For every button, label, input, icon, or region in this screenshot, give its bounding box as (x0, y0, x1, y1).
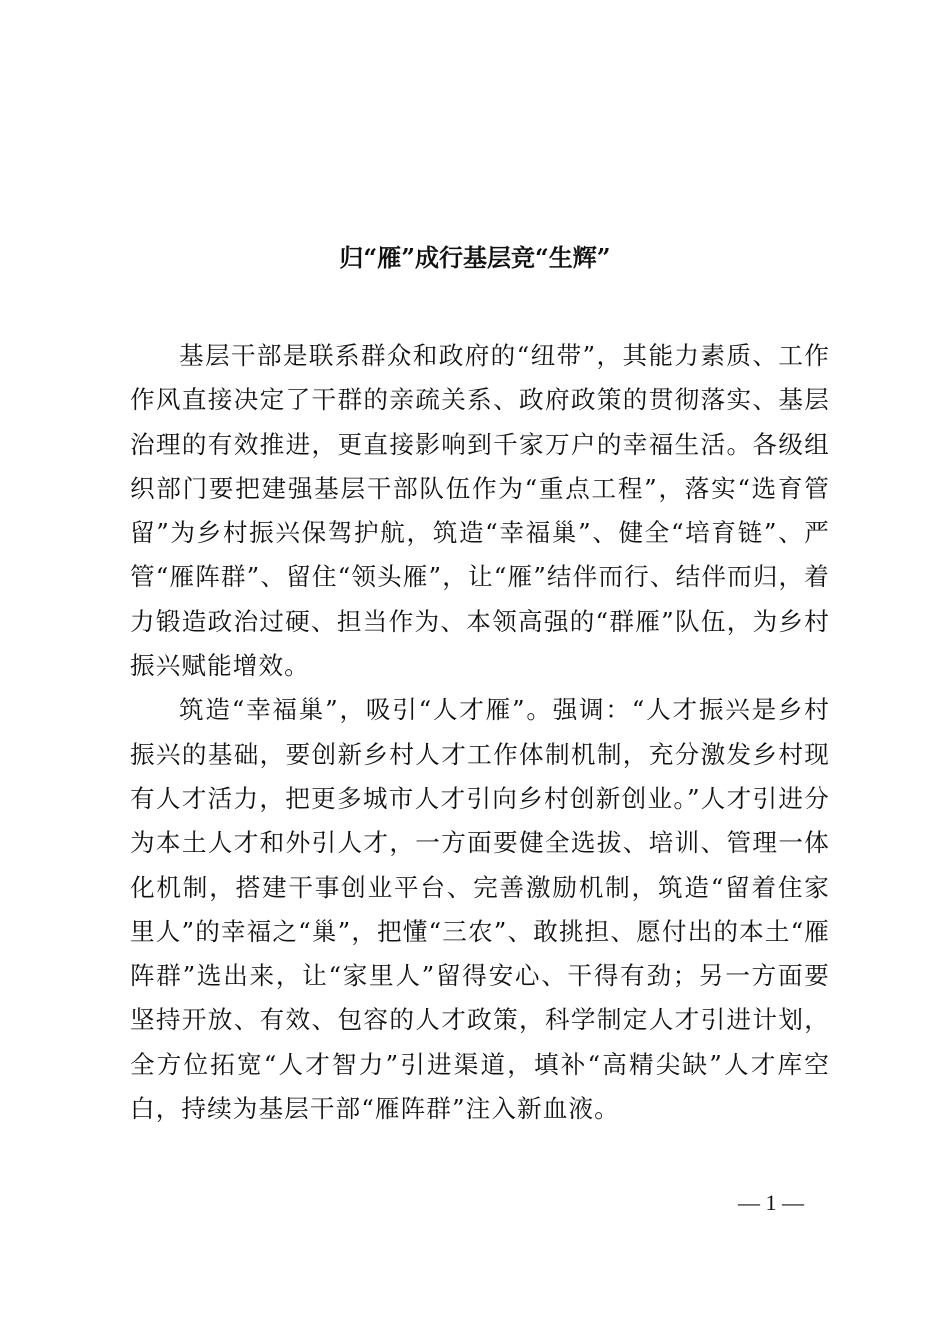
document-title: 归“雁”成行基层竞“生辉” (339, 243, 611, 272)
paragraph-intro: 基层干部是联系群众和政府的“纽带”，其能力素质、工作作风直接决定了干群的亲疏关系、政府政策的贯彻落实、基层治理的有效推进，更直接影响到千家万户的幸福生活。各级组织部门要把建强基层干部队伍作为“重点工程”，落实“选育管留”为乡村振兴保驾护航，筑造“幸福巢”、健全“培育链”、严管“雁阵群”、留住“领头雁”，让“雁”结伴而行、结伴而归，着力锻造政治过硬、担当作为、本领高强的“群雁”队伍，为乡村振兴赋能增效。 (130, 341, 830, 681)
document-body (130, 334, 830, 1131)
page-number: — 1 — (738, 1190, 804, 1215)
paragraph-talent: 筑造“幸福巢”，吸引“人才雁”。强调：“人才振兴是乡村振兴的基础，要创新乡村人才工作体制机制，充分激发乡村现有人才活力，把更多城市人才引向乡村创新创业。”人才引进分为本土人才和外引人才，一方面要健全选拔、培训、管理一体化机制，搭建干事创业平台、完善激励机制，筑造“留着住家里人”的幸福之“巢”，把懂“三农”、敢挑担、愿付出的本土“雁阵群”选出来，让“家里人”留得安心、干得有劲；另一方面要坚持开放、有效、包容的人才政策，科学制定人才引进计划，全方位拓宽“人才智力”引进渠道，填补“高精尖缺”人才库空白，持续为基层干部“雁阵群”注入新血液。 (130, 695, 830, 1124)
